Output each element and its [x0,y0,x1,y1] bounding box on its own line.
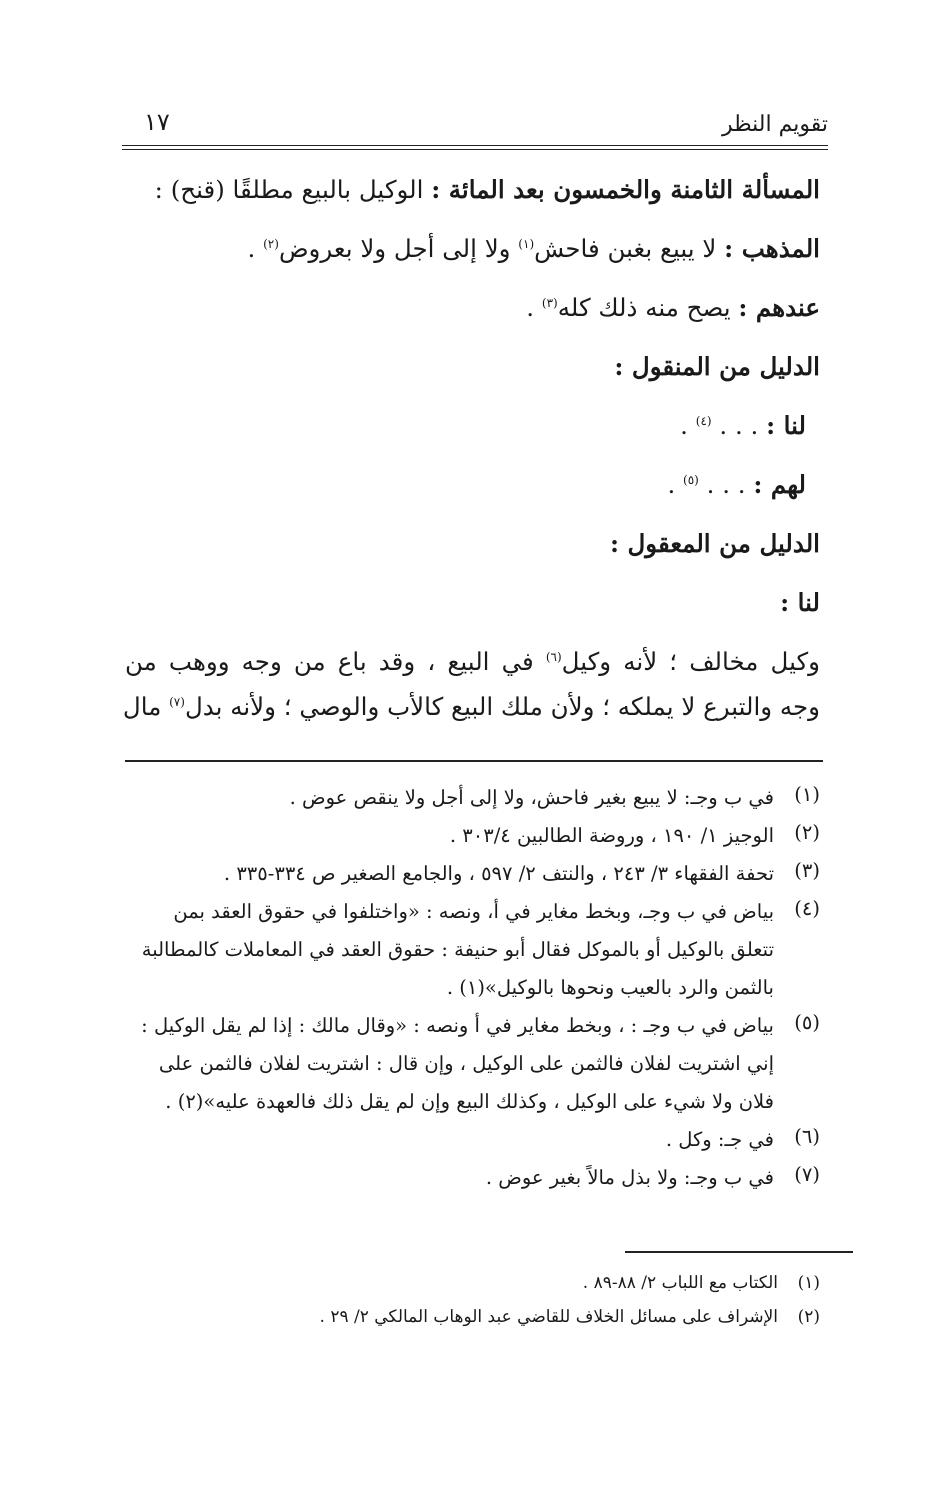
sub-footnote-number: (١) [797,1273,820,1293]
footnote-line: في جـ: وكل . [665,1128,774,1151]
footnote-number: (٦) [794,1125,820,1148]
footnote-ref: (٣) [541,295,558,310]
footnote-text [120,821,774,859]
footnote-number: (٥) [794,1011,820,1034]
header-double-rule [122,145,828,150]
footnote-separator [125,760,823,762]
footnote-number: (٢) [794,821,820,844]
footnote-line: الوجيز ١/ ١٩٠ ، وروضة الطالبين ٣٠٣/٤ . [449,824,774,847]
main-text [122,175,820,751]
footnote-line: في ب وجـ: لا يبيع بغير فاحش، ولا إلى أجل ولا ينقص عوض . [289,786,774,809]
transmitted-evidence-heading: الدليل من المنقول : [614,352,820,381]
sub-footnote-number: (٢) [797,1307,820,1327]
footnote-line: في ب وجـ: ولا بذل مالاً بغير عوض . [485,1166,774,1189]
footnote-number: (١) [794,783,820,806]
footnote [120,897,820,1011]
book-title: تقويم النظر [721,112,828,137]
sub-footnote-text: الإشراف على مسائل الخلاف للقاضي عبد الوهاب المالكي ٢/ ٢٩ . [319,1307,778,1327]
for-them-transmitted-line: لهم : . . . $^{(٥)}$ . [667,470,806,499]
footnote [120,783,820,821]
madhhab-line: المذهب : لا يبيع بغبن فاحش$^{(١)}$ ولا إلى أجل ولا بعروض$^{(٢)}$ . [247,234,820,263]
argument-line-1: وكيل مخالف ؛ لأنه وكيل$^{(٦)}$ في البيع ، وقد باع من وجه ووهب من [125,647,820,676]
for-us-rational-label: لنا : [780,588,820,617]
rational-evidence-heading: الدليل من المعقول : [609,529,820,558]
madhhab-label: المذهب : [724,234,820,263]
footnote-line: تتعلق بالوكيل أو بالموكل فقال أبو حنيفة : حقوق العقد في المعاملات كالمطالبة [141,938,774,961]
footnote-number: (٣) [794,859,820,882]
footnote [120,1011,820,1125]
opponents-label: عندهم : [738,293,820,322]
footnotes [120,783,820,1201]
footnote-line: بالثمن والرد بالعيب ونحوها بالوكيل»(١) . [446,976,774,999]
footnote-line: بياض في ب وجـ : ، وبخط مغاير في أ ونصه : «وقال مالك : إذا لم يقل الوكيل : [141,1014,774,1037]
footnote-line: إني اشتريت لفلان فالثمن على الوكيل ، وإن قال : اشتريت لفلان فالثمن على [158,1052,774,1075]
footnote [120,1163,820,1201]
footnote [120,821,820,859]
issue-title: الوكيل بالبيع مطلقًا (قنح) : [154,175,432,204]
footnote-text [120,859,774,897]
footnote-line: تحفة الفقهاء ٣/ ٢٤٣ ، والنتف ٢/ ٥٩٧ ، والجامع الصغير ص ٣٣٤-٣٣٥ . [223,862,774,885]
argument-line-2: وجه والتبرع لا يملكه ؛ ولأن ملك البيع كالأب والوصي ؛ ولأنه بدل$^{(٧)}$ مال [122,692,820,721]
footnote-text [120,897,774,1011]
sub-footnote [120,1302,820,1336]
footnote [120,1125,820,1163]
footnote-ref: (٧) [169,694,185,709]
running-header [122,108,828,146]
footnote-text [120,1125,774,1163]
footnote-ref: (٢) [263,236,279,251]
footnote-number: (٤) [794,897,820,920]
footnote-text [120,1163,774,1201]
footnote-ref: (٦) [545,649,562,664]
for-us-transmitted-line: لنا : . . . $^{(٤)}$ . [680,411,806,440]
issue-heading: المسألة الثامنة والخمسون بعد المائة : [431,175,820,204]
footnote-ref: (١) [518,236,535,251]
issue-heading-line [125,175,820,205]
sub-footnotes [120,1268,820,1336]
sub-footnote-text: الكتاب مع اللباب ٢/ ٨٨-٨٩ . [582,1273,778,1293]
page-number: ١٧ [144,108,170,136]
footnote-line: فلان ولا شيء على الوكيل ، وكذلك البيع وإن لم يقل ذلك فالعهدة عليه»(٢) . [165,1090,774,1113]
footnote-text [120,783,774,821]
sub-footnote [120,1268,820,1302]
footnote-text [120,1011,774,1125]
footnote [120,859,820,897]
sub-footnote-separator [625,1251,853,1253]
footnote-ref: (٤) [695,413,712,428]
footnote-number: (٧) [794,1163,820,1186]
footnote-line: بياض في ب وجـ، وبخط مغاير في أ، ونصه : «واختلفوا في حقوق العقد بمن [173,900,774,923]
opponents-line: عندهم : يصح منه ذلك كله$^{(٣)}$ . [526,293,820,322]
footnote-ref: (٥) [683,472,699,487]
